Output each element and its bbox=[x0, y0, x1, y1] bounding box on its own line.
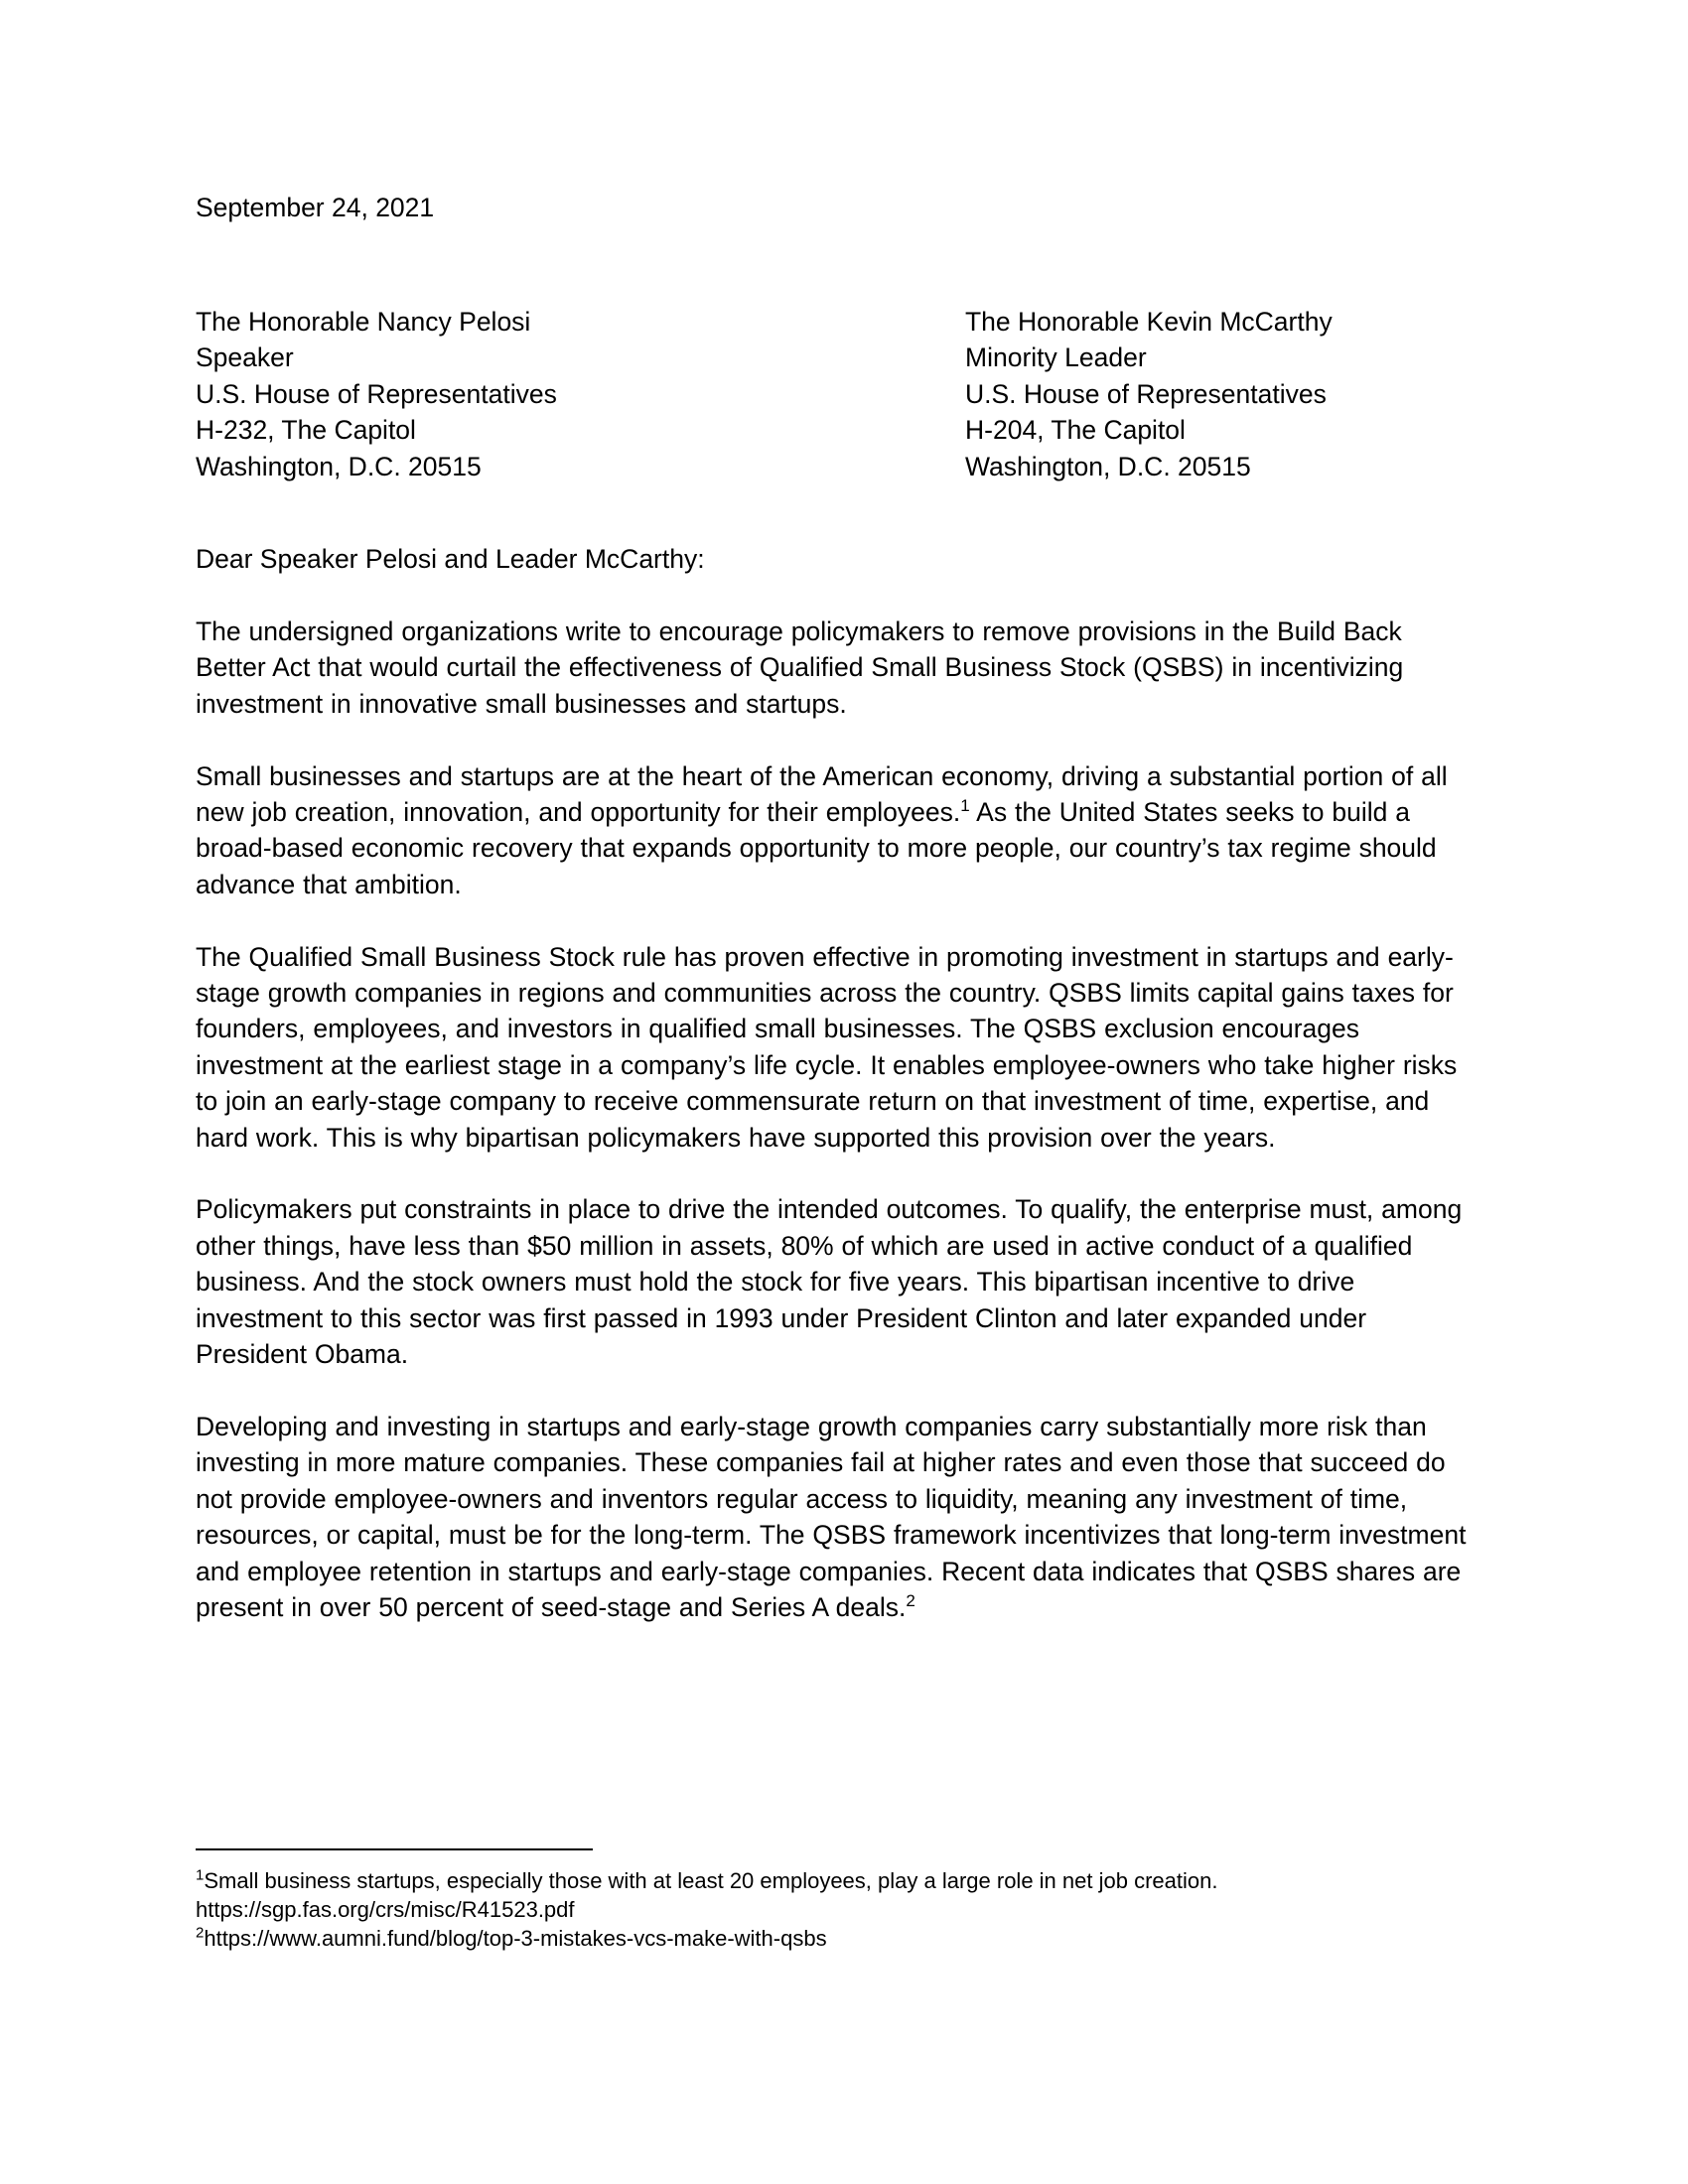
paragraph-3 bbox=[196, 939, 1472, 1156]
paragraph-text-cont: As the United States seeks to build a broad-based economic recovery that expands opportunity to more people, our country’s tax regime should advance that ambition. bbox=[196, 797, 1437, 899]
recipient-column-right bbox=[965, 304, 1472, 484]
footnote-marker: 2 bbox=[196, 1924, 205, 1942]
footnote-separator bbox=[196, 1848, 593, 1850]
footnote-ref-2: 2 bbox=[906, 1591, 915, 1611]
paragraph-4 bbox=[196, 1191, 1472, 1372]
recipient-body: U.S. House of Representatives bbox=[196, 378, 557, 409]
footnote-1 bbox=[196, 1866, 1472, 1895]
footnote-link: https://sgp.fas.org/crs/misc/R41523.pdf bbox=[196, 1897, 575, 1922]
letter-body bbox=[196, 614, 1472, 1625]
paragraph-2 bbox=[196, 758, 1472, 903]
recipient-title: Minority Leader bbox=[965, 342, 1147, 373]
recipient-name: The Honorable Kevin McCarthy bbox=[965, 307, 1333, 337]
paragraph-text: The Qualified Small Business Stock rule has proven effective in promoting investment in startups and early-stage growth companies in regions and communities across the country. QSBS limits capital gains taxes for founders, employees, and investors in qualified small businesses. The QSBS exclusion encourages investment at the earliest stage in a company’s life cycle. It enables employee-owners who take higher risks to join an early-stage company to receive commensurate return on that investment of time, expertise, and hard work. This is why bipartisan policymakers have supported this provision over the years. bbox=[196, 941, 1458, 1153]
paragraph-text: The undersigned organizations write to encourage policymakers to remove provisions in the Build Back Better Act that would curtail the effectiveness of Qualified Small Business Stock (QSBS) in incentivizing investment in innovative small businesses and startups. bbox=[196, 616, 1404, 719]
footnote-text: Small business startups, especially those with at least 20 employees, play a large role in net job creation. bbox=[204, 1868, 1218, 1893]
recipient-room: H-232, The Capitol bbox=[196, 415, 416, 446]
recipient-body: U.S. House of Representatives bbox=[965, 378, 1327, 409]
salutation: Dear Speaker Pelosi and Leader McCarthy: bbox=[196, 544, 705, 574]
letter-date: September 24, 2021 bbox=[196, 193, 435, 222]
recipient-column-left bbox=[196, 304, 965, 484]
recipient-room: H-204, The Capitol bbox=[965, 415, 1186, 446]
footnote-marker: 1 bbox=[196, 1866, 205, 1884]
footnote-area bbox=[196, 1848, 1472, 1953]
paragraph-text: Developing and investing in startups and early-stage growth companies carry substantially more risk than investing in more mature companies. These companies fail at higher rates and even those that succeed do not provide employee-owners and inventors regular access to liquidity, meaning any investment of time, resources, or capital, must be for the long-term. The QSBS framework incentivizes that long-term investment and employee retention in startups and early-stage companies. Recent data indicates that QSBS shares are present in over 50 percent of seed-stage and Series A deals. bbox=[196, 1411, 1467, 1622]
footnote-link: https://www.aumni.fund/blog/top-3-mistakes-vcs-make-with-qsbs bbox=[204, 1926, 827, 1951]
recipient-city: Washington, D.C. 20515 bbox=[196, 451, 482, 481]
paragraph-text: Small businesses and startups are at the heart of the American economy, driving a substantial portion of all new job creation, innovation, and opportunity for their employees. bbox=[196, 760, 1448, 828]
paragraph-5 bbox=[196, 1409, 1472, 1625]
recipient-address-block bbox=[196, 304, 1472, 484]
footnote-2 bbox=[196, 1924, 1472, 1953]
paragraph-1 bbox=[196, 614, 1472, 722]
paragraph-text: Policymakers put constraints in place to drive the intended outcomes. To qualify, the enterprise must, among other things, have less than $50 million in assets, 80% of which are used in active conduct of a qualified business. And the stock owners must hold the stock for five years. This bipartisan incentive to drive investment to this sector was first passed in 1993 under President Clinton and later expanded under President Obama. bbox=[196, 1194, 1463, 1370]
recipient-title: Speaker bbox=[196, 342, 294, 373]
recipient-name: The Honorable Nancy Pelosi bbox=[196, 307, 531, 337]
footnote-ref-1: 1 bbox=[960, 796, 970, 816]
footnote-1-url bbox=[196, 1895, 1472, 1924]
recipient-city: Washington, D.C. 20515 bbox=[965, 451, 1251, 481]
